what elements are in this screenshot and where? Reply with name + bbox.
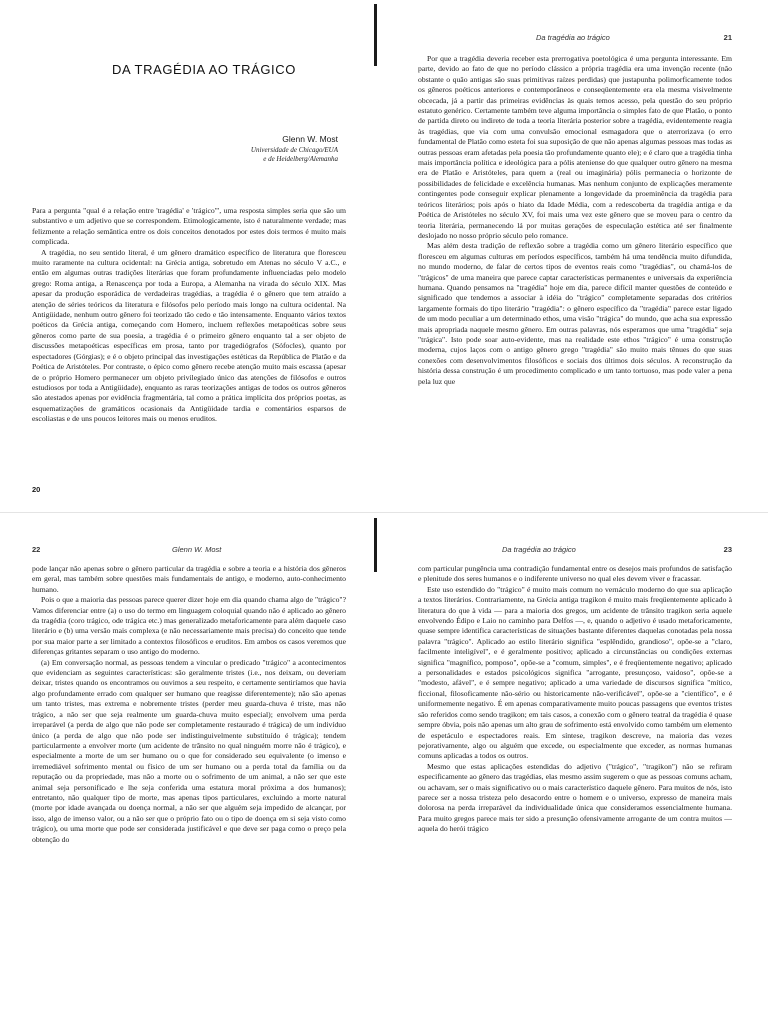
spread-pages-22-23 xyxy=(0,512,768,1024)
page-number: 23 xyxy=(723,545,732,554)
body-text xyxy=(32,564,346,845)
paragraph: pode lançar não apenas sobre o gênero particular da tragédia e sobre a teoria e a história dos gêneros em geral, mas também sobre questões mais fundamentais de antigo, e moderno, auto-conhecimento humano. xyxy=(32,564,346,594)
page-22 xyxy=(32,512,346,1024)
paragraph: (a) Em conversação normal, as pessoas tendem a vincular o predicado "trágico" a acontecimentos que evidenciam as seguintes características: são geralmente tristes (i.e., nos deixam, ou deveriam deixar, tristes quando os encontramos ou ouvimos a seu respeito, e certamente sentiríamos que havia algo profundamente errado com qualquer ser humano que reagisse diferentemente); não são apenas um tanto tristes, mas extrema e nobremente tristes (perder meu guarda-chuva é triste, mas não trágico, a não ser que seja realmente um guarda-chuva muito especial); envolvem uma perda irreparável (a perda de algo que não pode ser completamente restaurado é trágica) de um indivíduo único (a perda de algo que não pode ser indistinguivelmente substituído é trágica); tendem particularmente a envolver morte (um acidente de trânsito no qual ninguém morre não é trágico), e especialmente a morte de um ser humano ou o que for considerado seu equivalente (o imenso e irremediável sofrimento mental ou físico de um ser humano ou a perda total da família ou da reputação ou da propriedade, mas não a morte ou o sofrimento de um animal, a não ser que este animal seja personificado e lhe seja conferida uma estatura moral próxima a dos humanos); entretanto, não qualquer tipo de morte, mas apenas tipos particulares, excluindo a morte natural (morte por idade avançada ou doença normal, a não ser que alguém seja impedido de alcançar, por isso, algo de imenso valor, ou a não ser que o próprio fato ou o tipo de doença em si seja visto como trágico), ou uma morte que pode ser considerada justificável e que deve ser paga como o preço pela obtenção do xyxy=(32,657,346,844)
author-name: Glenn W. Most xyxy=(282,134,338,144)
paragraph: A tragédia, no seu sentido literal, é um gênero dramático específico de literatura que floresceu muito raramente na cultura ocidental: na Grécia antiga, sobretudo em Atenas no século V a.C., e então em algumas outras tradições literárias que foram profundamente influenciadas pelo modelo grego: Roma antiga, a Renascença por toda a Europa, a Alemanha na virada do século XIX. Mas apesar da produção esporádica de verdadeiras tragédias, a tragédia é o gênero que tem atraído a atenção de séries teóricos da literatura e filósofos pelo período mais longo na cultura ocidental. Na Antigüidade, nenhum outro gênero foi teorizado tão cedo e tão intensamente. Enquanto vários textos poéticos da Grécia antiga, começando com Homero, incluem reflexões metapoéticas sobre seus gêneros como parte de sua poesia, a tragédia é o primeiro gênero enquanto tal a ser objeto de discussões metapoéticas específicas em prosa, tanto por tragediógrafos (Sófocles), quanto por espectadores (Górgias); e é o objeto principal das investigações estéticas da República de Platão e da Poética de Aristóteles. Por contraste, o épico como gênero recebe atenção muito mais escassa (apesar de o próprio Homero permanecer um objeto privilegiado único das atenções de filósofos e outros estudiosos por toda a Antigüidade), enquanto as raras teorizações antigas de todos os outros gêneros são atestados apenas por evidência fragmentária, tal como a prática implícita dos próprios poetas, as esquematizações de gramáticos ocasionais da Antigüidade tardia e comentários esparsos de escoliastas e de uns poucos leitores mais ou menos eruditos. xyxy=(32,247,346,424)
paragraph: Por que a tragédia deveria receber esta prerrogativa poetológica é uma pergunta interessante. Em parte, devido ao fato de que no período clássico a própria tragédia era uma invenção recente (não obstante o quão antigas são suas primitivas raízes perdidas) que justapunha polimorficamente todos os gêneros poéticos anteriores e contemporâneos e conseqüentemente era ela mesma visivelmente obcecada, já a partir das primeiras evidências às quais temos acesso, pela questão do seu próprio estatuto genérico. Certamente também teve alguma importância o simples fato de que Platão, o ponto de partida direto ou indireto de toda a teoria literária posterior sobre a tragédia, evidentemente reagia às tragédias, que via com uma convulsão emocional esmagadora que o aterrorizava (o erro fundamental de Platão como esteta foi sua suposição de que não apenas algumas pessoas mas todas as outras pessoas eram afetadas pela poesia tão profundamente quanto ele); e é claro que a tragédia tinha mais importância política e ideológica para a pólis ateniense do que qualquer outro gênero na mesma era de Platão e Aristóteles, para quem a (real ou imaginária) pólis permanecia o horizonte de possibilidades de felicidade e excelência humanas. Mas nenhum conjunto de explicações meramente contingentes pode conseguir explicar plenamente a longevidade da proeminência da tragédia para teóricos literários; pois após o hiato da Idade Média, com a redescoberta da tragédia antiga e da Poética de Aristóteles no século XV, foi mais uma vez este gênero que se moveu para o centro da teoria literária, permanecendo lá por muitas gerações de especulação estética até ser finalmente deslojado no nosso próprio século pelo romance. xyxy=(418,54,732,240)
affiliation-line-2: e de Heidelberg/Alemanha xyxy=(263,155,338,164)
page-number: 20 xyxy=(32,485,41,494)
chapter-title: DA TRAGÉDIA AO TRÁGICO xyxy=(112,62,296,77)
paragraph: Pois o que a maioria das pessoas parece querer dizer hoje em dia quando chama algo de "trágico"? Vamos diferenciar entre (a) o uso do termo em linguagem coloquial quando não é aplicado ao gênero da tragédia (coro trágico, ode trágica etc.) mas generalizado metaforicamente para além daquele caso literário e (b) uma versão mais complexa (e não necessariamente mais precisa) do conceito que tende por sua maior parte a ser limitado a contextos filosóficos e eruditos. Em ambos os casos veremos que diferenças gritantes separam o uso antigo do moderno. xyxy=(32,595,346,657)
paragraph: Mesmo que estas aplicações estendidas do adjetivo ("trágico", "tragikon") não se refiram especificamente ao gênero das tragédias, elas mesmo assim sugerem o que as pessoas comuns acham, ou achavam, ser o mais significativo ou o mais característico daquele gênero. Para muitos de nós, isto parece ser a nossa tristeza pelo desacordo entre o homem e o universo, expresso de maneira mais dolorosa na perda irreparável da individualidade única que consideramos essencialmente humana. Para muito gregos parece mais ter sido a presunção ofensivamente arrogante de um contra muitos — aquela do herói trágico xyxy=(418,761,732,834)
body-text xyxy=(418,564,732,835)
binding-shadow xyxy=(374,4,377,66)
running-head-title: Da tragédia ao trágico xyxy=(502,545,576,554)
page-21 xyxy=(418,0,732,512)
binding-shadow xyxy=(374,518,377,572)
paragraph: Este uso estendido do "trágico" é muito mais comum no vernáculo moderno do que sua aplicação a textos literários. Contrariamente, na Grécia antiga tragikon é muito mais freqüentemente aplicado à literatura do que à vida — para a maioria dos gregos, um acidente de trânsito tragikon seria aquele envolvendo Édipo e Laio no caminho para Delfos —, e, quando o adjetivo é usado metaforicamente, quase sempre identifica características de situações bastante diferentes daquelas conotadas pela nossa palavra "trágico". Aplicado ao estilo literário significa "esplêndido, grandioso", opõe-se a "claro, facilmente inteligível", e é geralmente positivo; aplicado a circunstâncias ou condições externas significa "magnífico, pomposo", opõe-se a "comum, simples", e é freqüentemente negativo; aplicado a personalidades e estados psicológicos significa "arrogante, presunçoso, vaidoso", opõe-se a "modesto, afável", e é sempre negativo; aplicado a uma variedade de discursos significa "mítico, ficcional, filosoficamente não-sério ou historicamente não-verificável", opõe-se a "científico", e é uniformemente negativo. É em apenas comparativamente muito poucas passagens que eventos tristes são referidos como sendo tragikon; em tais casos, a conexão com o gênero teatral da tragédia é quase sempre óbvia, pois não apenas um alto grau de sofrimento está envolvido como também um elemento de espetáculo e espectadores reais. Em síntese, tragikon descreve, na maioria das vezes pejorativamente, algo ou alguém que excede, ou especialmente que exceder, as normas humanas comuns aplicadas a todos os outros. xyxy=(418,584,732,761)
running-head-title: Da tragédia ao trágico xyxy=(536,33,610,42)
page-20 xyxy=(32,0,346,512)
body-text xyxy=(418,54,732,387)
byline xyxy=(251,134,338,164)
body-text xyxy=(32,206,346,425)
page-number: 22 xyxy=(32,545,41,554)
paragraph: com particular pungência uma contradição fundamental entre os desejos mais profundos de satisfação e plenitude dos seres humanos e o indiferente universo no qual eles devem viver e fracassar. xyxy=(418,564,732,584)
paragraph: Mas além desta tradição de reflexão sobre a tragédia como um gênero literário específico que floresceu em algumas culturas em períodos específicos, também há uma tendência muito difundida, no mundo moderno, de falar de certos tipos de eventos reais como "tragédias", ou chamá-los de "trágicos" de uma maneira que parece captar características permanentes e universais da experiência humana. Quando pensamos na "tragédia" hoje em dia, parece difícil manter questões de conteúdo e significado que tendemos a associar à idéia do "trágico" completamente separadas dos critérios largamente formais do tipo literário "tragédia": o gênero específico da "tragédia" parece estar ligado de um modo peculiar a um determinado ethos, uma visão "trágica" do mundo, que acha sua expressão mais apropriada naquele mesmo gênero. Em outras palavras, nós esperamos que uma "tragédia" seja "trágica". Isto pode soar auto-evidente, mas na realidade este ethos "trágico" é uma construção moderna, cujos laços com o antigo gênero grego "tragédia" são muito mais tênues do que suas conexões com desenvolvimentos filosóficos e sociais dos últimos dois séculos. A reconstrução da história dessa construção é um procedimento complicado e um tanto tortuoso, mas pode valer a pena pela luz que xyxy=(418,241,732,386)
paragraph: Para a pergunta "qual é a relação entre 'tragédia' e 'trágico'", uma resposta simples seria que são um substantivo e um adjetivo que se correspondem. Etimologicamente, isto é naturalmente verdade; mas felizmente a relação semântica entre os dois conceitos denotados por estes dois termos é muito mais complicada. xyxy=(32,206,346,247)
page-number: 21 xyxy=(723,33,732,42)
running-head-author: Glenn W. Most xyxy=(172,545,222,554)
page-23 xyxy=(418,512,732,1024)
affiliation-line-1: Universidade de Chicago/EUA xyxy=(250,146,338,155)
